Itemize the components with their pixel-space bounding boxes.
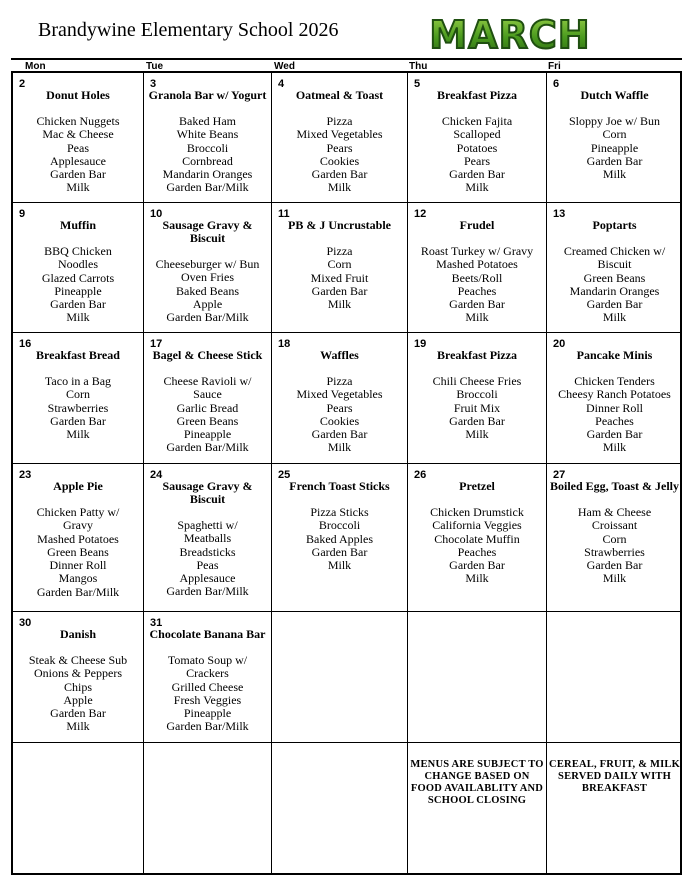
menu-item: Garden Bar (50, 167, 106, 182)
breakfast-item: Frudel (459, 218, 495, 232)
day-cell-mon (13, 743, 144, 873)
menu-item: Chicken Drumstick (430, 505, 524, 519)
day-cell-tue (144, 612, 272, 743)
menu-item: Applesauce (50, 153, 106, 168)
day-number: 3 (150, 78, 157, 90)
lunch-menu (272, 115, 407, 195)
lunch-menu (408, 375, 546, 441)
breakfast-item: Breakfast Pizza (436, 348, 518, 362)
menu-item: Ham & Cheese (577, 505, 652, 519)
menu-item: Sauce (193, 387, 222, 402)
lunch-menu (272, 245, 407, 311)
lunch-menu (547, 506, 682, 586)
menu-item: Strawberries (47, 400, 109, 415)
breakfast-item: Breakfast Bread (36, 348, 120, 362)
menu-item: Garden Bar/Milk (166, 440, 249, 455)
calendar (11, 58, 682, 875)
day-number: 27 (553, 469, 566, 481)
lunch-menu (272, 506, 407, 572)
menu-item: Pears (326, 400, 353, 415)
day-cell-mon (13, 203, 144, 333)
menu-item: Sloppy Joe w/ Bun (568, 114, 660, 128)
menu-item: Mangos (58, 571, 98, 586)
march-logo (417, 8, 603, 58)
day-cell-tue (144, 333, 272, 464)
lunch-menu (13, 506, 143, 599)
day-cell-tue (144, 73, 272, 203)
day-cell-tue (144, 464, 272, 612)
menu-item: Garden Bar (586, 153, 643, 168)
lunch-menu (13, 375, 143, 441)
lunch-menu (13, 245, 143, 325)
menu-item: Beets/Roll (451, 270, 503, 285)
day-cell-thu (408, 464, 547, 612)
day-cell-fri (547, 612, 682, 743)
day-cell-wed (272, 612, 408, 743)
menu-item: Mashed Potatoes (436, 257, 518, 272)
menu-item: Apple (192, 296, 223, 311)
day-cell-thu (408, 743, 547, 873)
breakfast-item: Boiled Egg, Toast & Jelly (549, 479, 680, 493)
menu-item: Gravy (63, 518, 93, 533)
menu-item: Oven Fries (181, 270, 234, 285)
menu-item: Apple (63, 692, 93, 707)
menu-item: Baked Apples (306, 531, 373, 546)
day-number: 30 (19, 617, 32, 629)
breakfast-note: CEREAL, FRUIT, & MILK SERVED DAILY WITH BREAKFAST (549, 759, 680, 794)
menu-item: Scalloped (453, 127, 501, 142)
menu-item: Corn (602, 127, 627, 142)
lunch-menu (408, 245, 546, 325)
menu-item: Milk (66, 719, 90, 734)
menu-item: Pears (464, 153, 490, 168)
menu-item: Garden Bar (449, 558, 505, 573)
day-cell-tue (144, 203, 272, 333)
menu-item: Garden Bar (311, 544, 368, 559)
menu-item: Onions & Peppers (34, 666, 122, 681)
menu-item: Pineapple (590, 140, 639, 155)
breakfast-item: Donut Holes (46, 88, 110, 102)
menu-item: White Beans (176, 127, 239, 142)
menu-item: Peaches (457, 544, 497, 559)
menu-item: Pizza Sticks (310, 505, 369, 519)
day-number: 10 (150, 208, 163, 220)
menu-item: Peaches (595, 413, 634, 428)
lunch-menu (272, 375, 407, 455)
menu-item: Pizza (326, 244, 353, 258)
menu-item: Baked Beans (176, 283, 239, 298)
page-title: Brandywine Elementary School 2026 (38, 19, 339, 41)
day-cell-wed (272, 73, 408, 203)
day-number: 13 (553, 208, 566, 220)
day-cell-mon (13, 464, 144, 612)
lunch-menu (13, 115, 143, 195)
menu-item: Chicken Nuggets (36, 114, 120, 128)
menu-item: Cornbread (182, 153, 233, 168)
day-number: 2 (19, 78, 26, 90)
menu-item: Pineapple (183, 427, 232, 442)
menu-item: Spaghetti w/ (177, 518, 238, 532)
menu-item: Taco in a Bag (44, 374, 112, 388)
day-number: 5 (414, 78, 421, 90)
menu-item: Breadsticks (179, 544, 236, 559)
menu-item: Garden Bar (50, 706, 106, 721)
breakfast-item: Chocolate Banana Bar (149, 627, 266, 641)
menu-item: Peaches (457, 283, 497, 298)
lunch-menu (144, 258, 271, 324)
menu-item: Green Beans (176, 413, 239, 428)
day-cell-fri (547, 464, 682, 612)
menu-item: Mashed Potatoes (37, 531, 119, 546)
breakfast-item: Pancake Minis (576, 348, 653, 362)
weekday-header (11, 58, 682, 73)
day-header-wed: Wed (274, 61, 295, 72)
menu-item: Peas (196, 557, 219, 572)
day-number: 11 (278, 208, 290, 220)
menu-item: Garden Bar (449, 413, 505, 428)
day-number: 12 (414, 208, 427, 220)
menu-item: Milk (465, 310, 489, 325)
lunch-menu (408, 506, 546, 586)
menu-item: Milk (602, 310, 627, 325)
lunch-menu (547, 245, 682, 325)
menu-item: Glazed Carrots (41, 270, 115, 285)
menu-item: Milk (327, 180, 352, 195)
breakfast-item: Breakfast Pizza (436, 88, 518, 102)
breakfast-item: Muffin (60, 218, 96, 232)
lunch-menu (144, 375, 271, 455)
menu-item: Tomato Soup w/ (167, 653, 248, 667)
menu-item: Pears (326, 140, 353, 155)
menu-item: Garden Bar (311, 427, 368, 442)
breakfast-item: Bagel & Cheese Stick (152, 348, 263, 362)
day-header-fri: Fri (548, 61, 561, 72)
menu-item: Cookies (319, 153, 360, 168)
menu-item: Chips (63, 679, 92, 694)
menu-item: Green Beans (47, 544, 109, 559)
menu-item: Grilled Cheese (171, 679, 244, 694)
day-cell-wed (272, 464, 408, 612)
menu-item: Pizza (326, 374, 353, 388)
day-number: 17 (150, 338, 163, 350)
menu-item: Milk (602, 440, 627, 455)
day-cell-fri (547, 333, 682, 464)
lunch-menu (144, 654, 271, 734)
menu-item: Milk (465, 427, 489, 442)
lunch-menu (547, 375, 682, 455)
breakfast-item: PB & J Uncrustable (288, 218, 391, 232)
breakfast-item: Granola Bar w/ Yogurt (148, 88, 267, 102)
menu-item: Baked Ham (179, 114, 236, 128)
menu-item: Milk (327, 558, 352, 573)
day-cell-wed (272, 743, 408, 873)
menu-item: Broccoli (186, 140, 229, 155)
menu-item: Corn (602, 531, 627, 546)
svg-text:MARCH: MARCH (429, 13, 591, 57)
menu-item: Mac & Cheese (42, 127, 114, 142)
menu-item: Pizza (326, 114, 353, 128)
lunch-menu (547, 115, 682, 181)
menu-item: BBQ Chicken (44, 244, 112, 258)
menu-item: Chocolate Muffin (434, 531, 520, 546)
menu-item: Green Beans (583, 270, 646, 285)
day-number: 6 (553, 78, 560, 90)
menu-item: Chili Cheese Fries (432, 374, 522, 388)
menu-item: Dinner Roll (586, 400, 643, 415)
breakfast-item: Apple Pie (53, 479, 103, 493)
menu-item: Garden Bar (586, 558, 643, 573)
breakfast-item: French Toast Sticks (289, 479, 390, 493)
day-cell-thu (408, 612, 547, 743)
day-cell-wed (272, 203, 408, 333)
day-number: 4 (278, 78, 285, 90)
breakfast-item: Dutch Waffle (580, 88, 649, 102)
menu-item: Milk (465, 180, 489, 195)
lunch-menu (144, 115, 271, 195)
day-cell-thu (408, 203, 547, 333)
menu-item: Garden Bar (50, 413, 106, 428)
day-cell-thu (408, 333, 547, 464)
menu-item: Pineapple (183, 706, 232, 721)
day-number: 23 (19, 469, 32, 481)
menu-change-note: MENUS ARE SUBJECT TO CHANGE BASED ON FOOD AVAILABLITY AND SCHOOL CLOSING (410, 759, 544, 806)
breakfast-item: Danish (59, 627, 97, 641)
menu-item: Garden Bar (586, 427, 643, 442)
menu-item: Garden Bar/Milk (166, 719, 249, 734)
menu-item: Corn (66, 387, 90, 402)
menu-item: Mandarin Oranges (162, 167, 253, 182)
day-cell-fri (547, 203, 682, 333)
menu-item: Milk (327, 297, 352, 312)
menu-item: Mixed Vegetables (296, 127, 383, 142)
day-cell-mon (13, 333, 144, 464)
menu-item: Chicken Fajita (441, 114, 513, 128)
calendar-grid (11, 73, 682, 875)
day-cell-wed (272, 333, 408, 464)
breakfast-item: Waffles (320, 348, 359, 362)
day-number: 20 (553, 338, 566, 350)
day-number: 26 (414, 469, 427, 481)
menu-item: Milk (465, 571, 489, 586)
menu-item: Fruit Mix (453, 400, 501, 415)
day-number: 9 (19, 208, 26, 220)
menu-item: Pineapple (54, 283, 102, 298)
menu-item: Croissant (591, 518, 638, 533)
menu-item: Noodles (58, 257, 98, 272)
menu-item: Garden Bar (449, 167, 505, 182)
menu-item: Cheeseburger w/ Bun (155, 257, 260, 271)
menu-item: Broccoli (318, 518, 361, 533)
menu-item: Garden Bar (50, 297, 106, 312)
menu-item: Garden Bar/Milk (166, 180, 249, 195)
breakfast-item: Sausage Gravy & Biscuit (162, 479, 253, 506)
menu-item: Cookies (319, 413, 360, 428)
day-number: 31 (150, 617, 163, 629)
day-cell-fri (547, 743, 682, 873)
day-number: 19 (414, 338, 427, 350)
menu-item: Broccoli (456, 387, 498, 402)
day-cell-fri (547, 73, 682, 203)
menu-item: Mixed Fruit (310, 270, 369, 285)
menu-item: Garden Bar (449, 297, 505, 312)
menu-item: Corn (327, 257, 352, 272)
day-cell-mon (13, 612, 144, 743)
menu-item: Milk (66, 180, 90, 195)
menu-item: Crackers (186, 666, 229, 681)
lunch-menu (13, 654, 143, 734)
day-number: 18 (278, 338, 291, 350)
breakfast-item: Oatmeal & Toast (295, 88, 384, 102)
day-cell-thu (408, 73, 547, 203)
menu-item: Steak & Cheese Sub (28, 653, 128, 667)
menu-item: Peas (67, 140, 89, 155)
menu-item: Milk (66, 427, 90, 442)
day-header-tue: Tue (146, 61, 164, 72)
day-header-mon: Mon (25, 61, 46, 72)
menu-item: Meatballs (183, 531, 232, 546)
menu-item: Mixed Vegetables (296, 387, 383, 402)
menu-item: Cheese Ravioli w/ (163, 374, 252, 388)
menu-item: Cheesy Ranch Potatoes (558, 387, 671, 402)
menu-item: Garlic Bread (176, 400, 239, 415)
menu-item: Garden Bar (311, 283, 368, 298)
menu-item: Garden Bar (311, 167, 368, 182)
breakfast-item: Sausage Gravy & Biscuit (162, 218, 253, 245)
lunch-menu (408, 115, 546, 195)
menu-item: Roast Turkey w/ Gravy (420, 244, 534, 258)
menu-item: Mandarin Oranges (569, 283, 660, 298)
lunch-menu (144, 519, 271, 599)
menu-item: Fresh Veggies (173, 692, 242, 707)
menu-item: Chicken Patty w/ (36, 505, 120, 519)
menu-item: Dinner Roll (49, 558, 107, 573)
menu-item: Garden Bar/Milk (36, 584, 120, 599)
menu-item: Potatoes (456, 140, 498, 155)
day-header-thu: Thu (409, 61, 428, 72)
menu-item: Creamed Chicken w/ (563, 244, 666, 258)
breakfast-item: Pretzel (459, 479, 495, 493)
breakfast-item: Poptarts (592, 218, 637, 232)
menu-item: Milk (602, 167, 627, 182)
day-number: 25 (278, 469, 291, 481)
menu-item: Garden Bar/Milk (166, 310, 249, 325)
day-number: 16 (19, 338, 32, 350)
menu-item: Biscuit (597, 257, 632, 272)
menu-item: Milk (602, 571, 627, 586)
menu-item: Milk (327, 440, 352, 455)
menu-item: Milk (66, 310, 90, 325)
day-cell-mon (13, 73, 144, 203)
menu-item: Garden Bar (586, 297, 643, 312)
day-cell-tue (144, 743, 272, 873)
menu-item: Garden Bar/Milk (166, 584, 249, 599)
day-number: 24 (150, 469, 163, 481)
menu-item: Chicken Tenders (574, 374, 655, 388)
menu-item: Applesauce (179, 571, 236, 586)
menu-item: Strawberries (584, 544, 645, 559)
menu-item: California Veggies (432, 518, 522, 533)
